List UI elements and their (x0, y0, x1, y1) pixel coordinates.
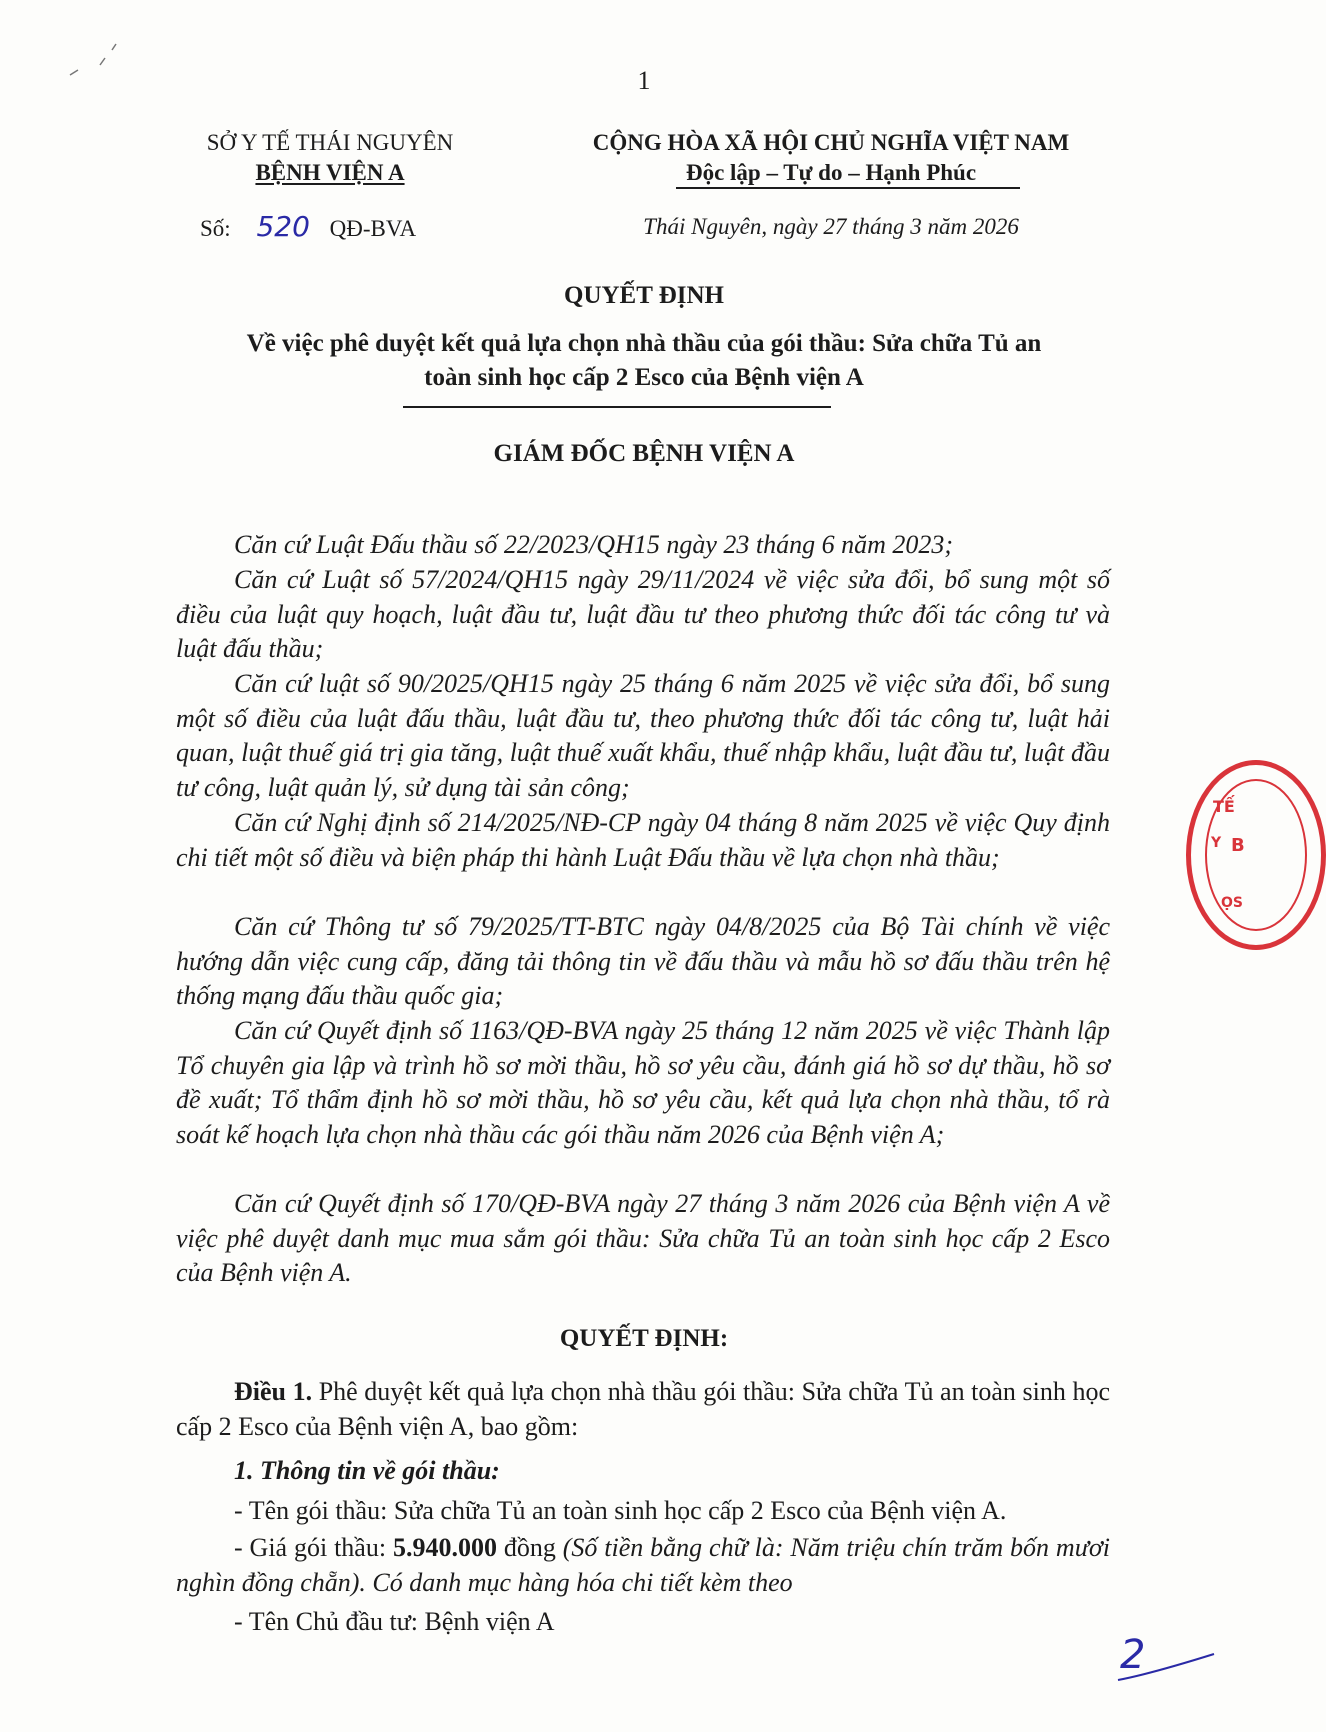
legal-basis-5: Căn cứ Thông tư số 79/2025/TT-BTC ngày 04/8/2025 của Bộ Tài chính về việc hướng dẫn việc cung cấp, đăng tải thông tin về đấu thầu và mẫu hồ sơ đấu thầu trên hệ thống mạng đấu thầu quốc gia; (176, 912, 1110, 1010)
legal-basis-2: Căn cứ Luật số 57/2024/QH15 ngày 29/11/2024 về việc sửa đổi, bổ sung một số điều của luật quy hoạch, luật đầu tư, luật đầu tư theo phương thức đối tác công tư và luật đấu thầu; (176, 565, 1110, 663)
official-stamp (1186, 760, 1326, 950)
stamp-letter-te: TẾ (1213, 797, 1235, 816)
initial-stroke-icon (1110, 1640, 1220, 1690)
document-number (200, 210, 416, 243)
article-1 (176, 1375, 1110, 1444)
scan-speck-icon (50, 40, 130, 90)
doc-no-handwritten: 520 (256, 210, 310, 243)
price-prefix: - Giá gói thầu: (234, 1533, 393, 1562)
subtitle-line-1: Về việc phê duyệt kết quả lựa chọn nhà thầu của gói thầu: Sửa chữa Tủ an (246, 330, 1042, 357)
package-name: - Tên gói thầu: Sửa chữa Tủ an toàn sinh học cấp 2 Esco của Bệnh viện A. (234, 1496, 1007, 1525)
stamp-letter-b: B (1231, 835, 1245, 856)
legal-basis-1: Căn cứ Luật Đấu thầu số 22/2023/QH15 ngày 23 tháng 6 năm 2023; (234, 530, 954, 559)
legal-basis-7: Căn cứ Quyết định số 170/QĐ-BVA ngày 27 tháng 3 năm 2026 của Bệnh viện A về việc phê duyệt danh mục mua sắm gói thầu: Sửa chữa Tủ an toàn sinh học cấp 2 Esco của Bệnh viện A. (176, 1189, 1110, 1287)
legal-basis-6: Căn cứ Quyết định số 1163/QĐ-BVA ngày 25 tháng 12 năm 2025 về việc Thành lập Tổ chuyên gia lập và trình hồ sơ mời thầu, hồ sơ yêu cầu, đánh giá hồ sơ dự thầu, hồ sơ đề xuất; Tổ thẩm định hồ sơ mời thầu, hồ sơ yêu cầu, kết quả lựa chọn nhà thầu, tổ rà soát kế hoạch lựa chọn nhà thầu các gói thầu năm 2026 của Bệnh viện A; (176, 1016, 1110, 1149)
price-amount: 5.940.000 (392, 1533, 497, 1562)
title-rule (403, 406, 831, 408)
legal-basis-4: Căn cứ Nghị định số 214/2025/NĐ-CP ngày 04 tháng 8 năm 2025 về việc Quy định chi tiết một số điều và biện pháp thi hành Luật Đấu thầu về lựa chọn nhà thầu; (176, 808, 1110, 872)
agency-block (170, 128, 490, 188)
price-note: (Số tiền bằng chữ là: Năm triệu chín trăm bốn mươi nghìn đồng chẵn). Có danh mục hàng hóa chi tiết kèm theo (176, 1533, 1110, 1597)
agency-name: SỞ Y TẾ THÁI NGUYÊN (206, 130, 454, 155)
package-price (176, 1531, 1110, 1600)
article-1-label: Điều 1. (234, 1377, 313, 1406)
section-1-heading: 1. Thông tin về gói thầu: (234, 1456, 500, 1485)
doc-no-suffix: QĐ-BVA (329, 216, 417, 241)
price-unit: đồng (496, 1533, 563, 1562)
unit-name: BỆNH VIỆN A (255, 160, 405, 185)
article-1-text: Phê duyệt kết quả lựa chọn nhà thầu gói thầu: Sửa chữa Tủ an toàn sinh học cấp 2 Esco của Bệnh viện A, bao gồm: (176, 1377, 1110, 1441)
initial-mark: 2 (1120, 1632, 1146, 1678)
legal-basis-3: Căn cứ luật số 90/2025/QH15 ngày 25 tháng 6 năm 2025 về việc sửa đổi, bổ sung một số điều của luật đấu thầu, luật đầu tư, theo phương thức đối tác công tư, luật hải quan, luật thuế giá trị gia tăng, luật thuế xuất khẩu, thuế nhập khẩu, luật đầu tư, luật đầu tư công, luật quản lý, sử dụng tài sản công; (176, 669, 1110, 802)
stamp-letter-y: Y (1211, 835, 1222, 851)
country-block (560, 128, 1102, 188)
motto-underline (676, 187, 1020, 189)
authority-heading: GIÁM ĐỐC BỆNH VIỆN A (493, 440, 795, 467)
place-date: Thái Nguyên, ngày 27 tháng 3 năm 2026 (643, 214, 1019, 239)
decision-heading: QUYẾT ĐỊNH: (559, 1325, 729, 1352)
motto: Độc lập – Tự do – Hạnh Phúc (685, 160, 977, 185)
subtitle-line-2: toàn sinh học cấp 2 Esco của Bệnh viện A (424, 364, 864, 391)
page-number: 1 (637, 66, 651, 95)
document-subtitle (180, 327, 1108, 395)
investor-name: - Tên Chủ đầu tư: Bệnh viện A (234, 1607, 555, 1636)
stamp-letter-os: ỌS (1221, 895, 1243, 911)
doc-no-label: Số: (200, 216, 231, 241)
document-title: QUYẾT ĐỊNH (564, 282, 724, 309)
country-name: CỘNG HÒA XÃ HỘI CHỦ NGHĨA VIỆT NAM (592, 130, 1070, 155)
